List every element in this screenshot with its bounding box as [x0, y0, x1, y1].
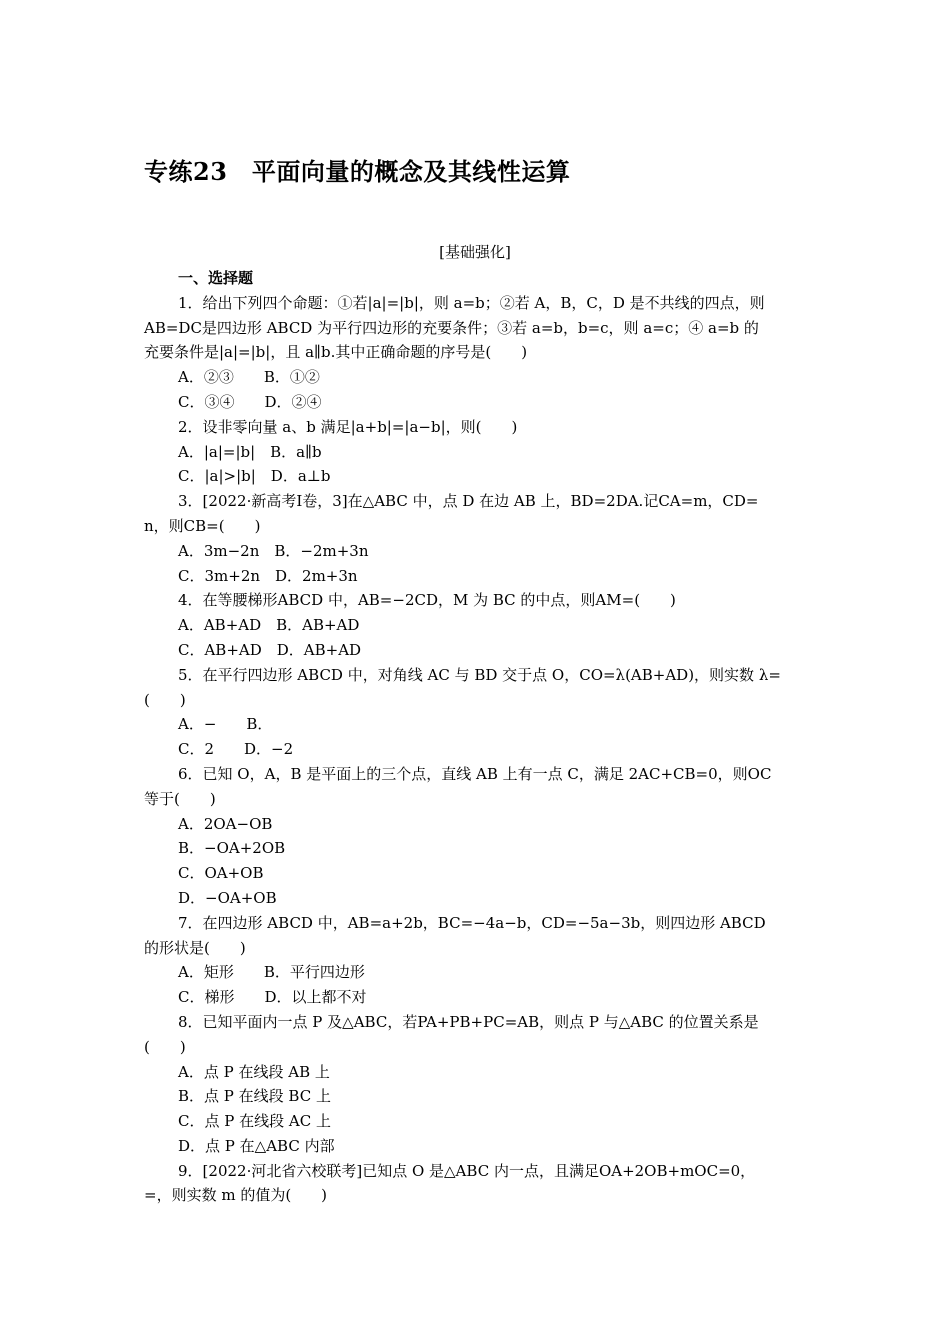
q8-option-c: C．点 P 在线段 AC 上 [178, 1112, 331, 1131]
page-title: 专练23 平面向量的概念及其线性运算 [144, 157, 571, 186]
q4-line1: 4．在等腰梯形ABCD 中，AB=−2CD，M 为 BC 的中点，则AM=( ) [178, 591, 676, 610]
part-heading: 一、选择题 [178, 269, 254, 287]
q4-options-ab: A．AB+AD B．AB+AD [178, 616, 360, 635]
q6-option-c: C．OA+OB [178, 864, 264, 883]
q8-line2: ( ) [144, 1037, 186, 1056]
q3-options-ab: A．3m−2n B．−2m+3n [178, 541, 369, 560]
q3-line1: 3．[2022·新高考Ⅰ卷，3]在△ABC 中，点 D 在边 AB 上，BD=2DA.记CA=m，CD= [178, 492, 759, 511]
q1-line2: AB=DC是四边形 ABCD 为平行四边形的充要条件；③若 a=b，b=c，则 a=c；④ a=b 的 [144, 318, 759, 337]
q5-options-ab: A．− B． [178, 715, 273, 734]
section-label: [基础强化] [439, 243, 511, 261]
q1-options-ab: A．②③ B．①② [178, 368, 320, 387]
q2-options-ab: A．|a|=|b| B．a∥b [178, 442, 322, 461]
q8-option-a: A．点 P 在线段 AB 上 [178, 1062, 330, 1081]
q7-options-ab: A．矩形 B．平行四边形 [178, 963, 365, 982]
q6-line1: 6．已知 O，A，B 是平面上的三个点，直线 AB 上有一点 C，满足 2AC+CB=0，则OC [178, 764, 772, 783]
q6-option-d: D．−OA+OB [178, 888, 277, 907]
q5-line1: 5．在平行四边形 ABCD 中，对角线 AC 与 BD 交于点 O，CO=λ(AB+AD)，则实数 λ= [178, 665, 781, 684]
q8-line1: 8．已知平面内一点 P 及△ABC，若PA+PB+PC=AB，则点 P 与△ABC 的位置关系是 [178, 1012, 759, 1031]
q3-line2: n，则CB=( ) [144, 516, 261, 535]
q2-options-cd: C．|a|>|b| D．a⊥b [178, 467, 331, 486]
q3-options-cd: C．3m+2n D．2m+3n [178, 566, 358, 585]
q9-line1: 9．[2022·河北省六校联考]已知点 O 是△ABC 内一点，且满足OA+2OB+mOC=0， [178, 1161, 756, 1180]
q7-line2: 的形状是( ) [144, 938, 246, 957]
q1-options-cd: C．③④ D．②④ [178, 392, 322, 411]
q6-line2: 等于( ) [144, 789, 216, 808]
q2-line1: 2．设非零向量 a、b 满足|a+b|=|a−b|，则( ) [178, 417, 518, 436]
q6-option-b: B．−OA+2OB [178, 839, 286, 858]
q6-option-a: A．2OA−OB [178, 814, 273, 833]
q9-line2: =，则实数 m 的值为( ) [144, 1186, 328, 1205]
q8-option-b: B．点 P 在线段 BC 上 [178, 1087, 331, 1106]
q1-line1: 1．给出下列四个命题：①若|a|=|b|，则 a=b；②若 A，B，C，D 是不共线的四点，则 [178, 293, 765, 312]
q4-options-cd: C．AB+AD D．AB+AD [178, 640, 362, 659]
q7-line1: 7．在四边形 ABCD 中，AB=a+2b，BC=−4a−b，CD=−5a−3b，则四边形 ABCD [178, 913, 766, 932]
q5-line2: ( ) [144, 690, 186, 709]
question-list [144, 266, 808, 1208]
q7-options-cd: C．梯形 D．以上都不对 [178, 988, 367, 1007]
q5-options-cd: C．2 D．−2 [178, 740, 294, 759]
q8-option-d: D．点 P 在△ABC 内部 [178, 1136, 335, 1155]
q1-line3: 充要条件是|a|=|b|，且 a∥b.其中正确命题的序号是( ) [144, 343, 528, 362]
